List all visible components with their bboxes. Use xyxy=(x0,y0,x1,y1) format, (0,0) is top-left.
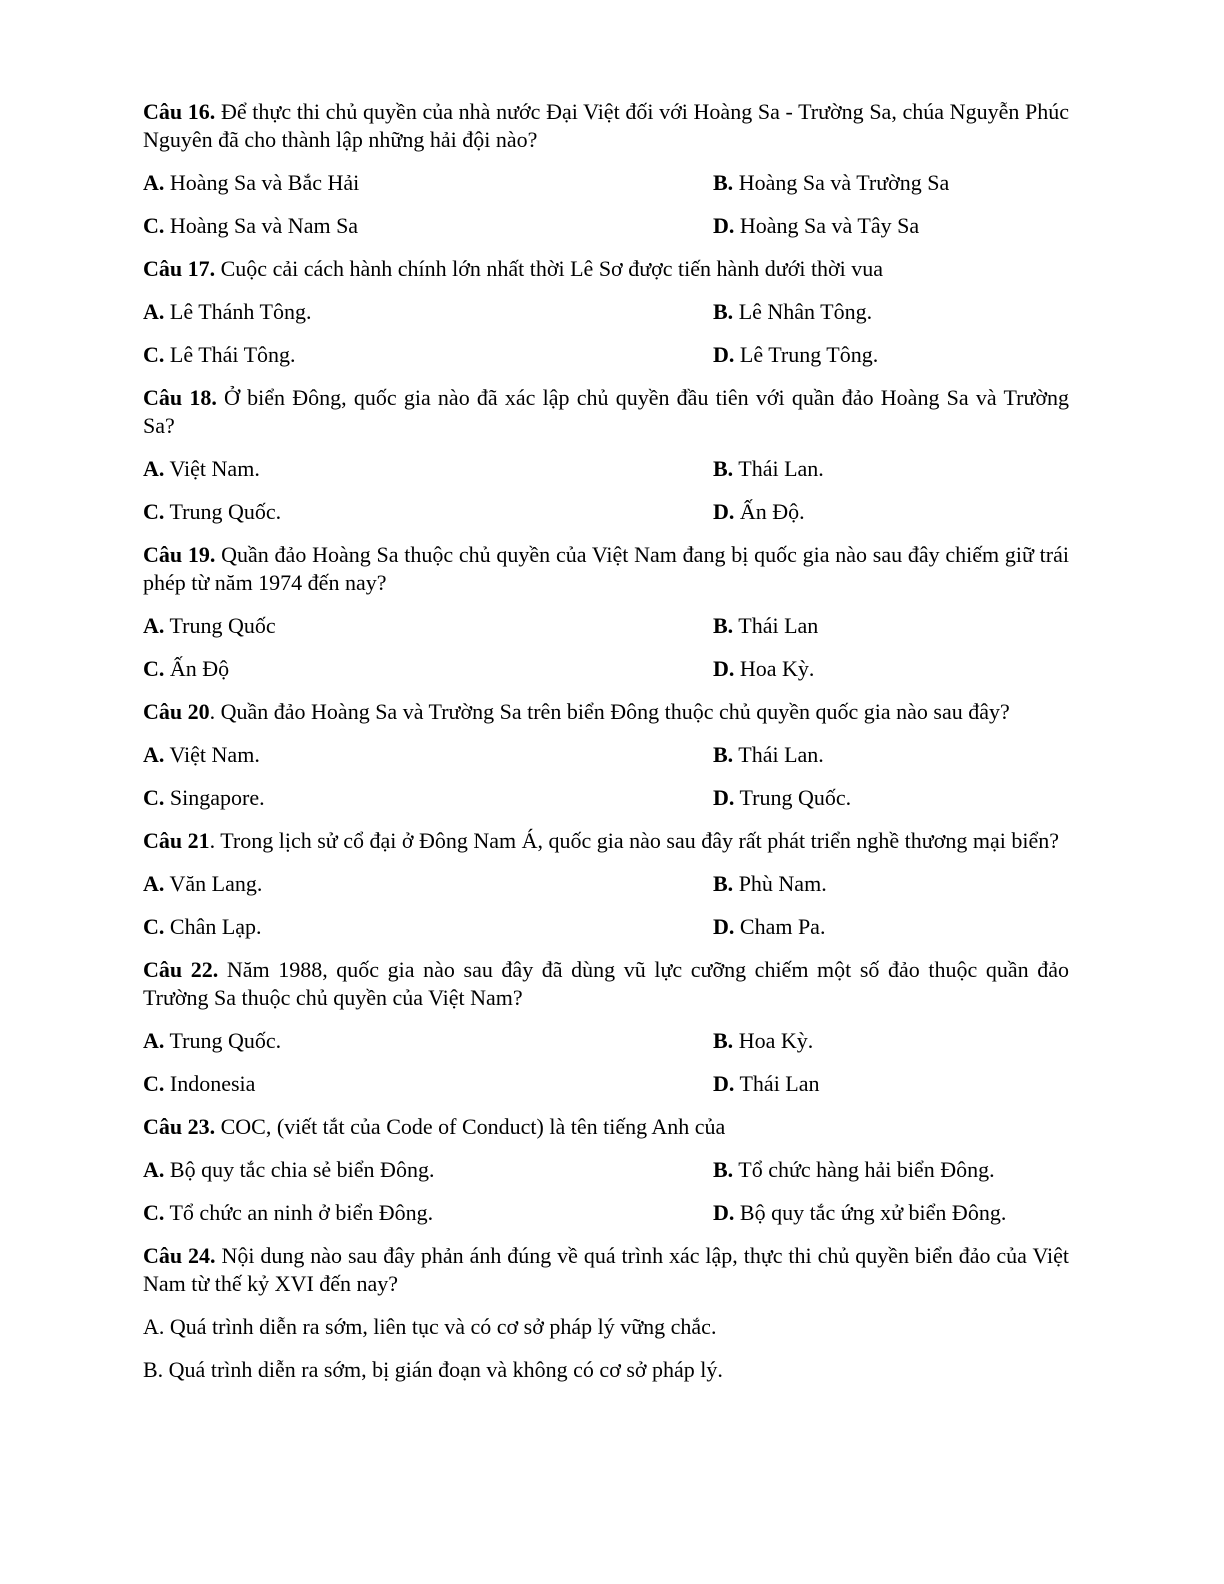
option-letter: A. xyxy=(143,742,165,767)
option-row xyxy=(143,1199,1069,1227)
question-stem xyxy=(143,956,1069,1012)
answer-option xyxy=(143,1027,713,1055)
option-row xyxy=(143,169,1069,197)
option-letter: C. xyxy=(143,785,165,810)
option-text: Văn Lang. xyxy=(164,871,263,896)
option-letter: B. xyxy=(713,299,734,324)
option-letter: C. xyxy=(143,499,165,524)
answer-option xyxy=(143,1156,713,1184)
option-row xyxy=(143,870,1069,898)
question-text: Cuộc cải cách hành chính lớn nhất thời Lê Sơ được tiến hành dưới thời vua xyxy=(215,256,884,281)
question-label: Câu 24. xyxy=(143,1243,216,1268)
answer-option xyxy=(143,913,713,941)
option-letter: B. xyxy=(713,170,734,195)
option-row xyxy=(143,612,1069,640)
document-body xyxy=(143,98,1069,1399)
answer-option xyxy=(143,298,713,326)
question-text: . Quần đảo Hoàng Sa và Trường Sa trên biển Đông thuộc chủ quyền quốc gia nào sau đây? xyxy=(209,699,1010,724)
question-label: Câu 22. xyxy=(143,957,219,982)
question-text: Ở biển Đông, quốc gia nào đã xác lập chủ quyền đầu tiên với quần đảo Hoàng Sa và Trường Sa? xyxy=(143,385,1070,438)
option-text: Bộ quy tắc chia sẻ biển Đông. xyxy=(164,1157,435,1182)
answer-option xyxy=(143,655,713,683)
option-text: Thái Lan. xyxy=(733,456,824,481)
option-letter: D. xyxy=(713,656,735,681)
answer-option xyxy=(713,498,1069,526)
option-letter: C. xyxy=(143,213,165,238)
option-letter: C. xyxy=(143,342,165,367)
question-text: Nội dung nào sau đây phản ánh đúng về quá trình xác lập, thực thi chủ quyền biển đảo của Việt Nam từ thế kỷ XVI đến nay? xyxy=(143,1243,1069,1296)
option-row xyxy=(143,741,1069,769)
question-label: Câu 20 xyxy=(143,699,210,724)
option-text: Tổ chức hàng hải biển Đông. xyxy=(733,1157,995,1182)
option-text: Phù Nam. xyxy=(733,871,827,896)
option-letter: B. xyxy=(713,1028,734,1053)
option-row xyxy=(143,913,1069,941)
option-letter: D. xyxy=(713,342,735,367)
option-row xyxy=(143,455,1069,483)
answer-option xyxy=(143,1070,713,1098)
option-letter: D. xyxy=(713,499,735,524)
option-letter: B. xyxy=(713,742,734,767)
option-text: Lê Thái Tông. xyxy=(164,342,296,367)
option-row xyxy=(143,298,1069,326)
option-text: Hoa Kỳ. xyxy=(733,1028,814,1053)
option-text: Hoa Kỳ. xyxy=(734,656,815,681)
option-letter: D. xyxy=(713,785,735,810)
answer-option xyxy=(713,784,1069,812)
option-text: Thái Lan xyxy=(734,1071,820,1096)
option-letter: D. xyxy=(713,213,735,238)
option-text: Hoàng Sa và Tây Sa xyxy=(734,213,920,238)
answer-option xyxy=(713,741,1069,769)
option-text: Hoàng Sa và Trường Sa xyxy=(733,170,950,195)
option-letter: C. xyxy=(143,1200,165,1225)
option-text: Việt Nam. xyxy=(164,456,260,481)
answer-option xyxy=(713,870,1069,898)
option-text: Tổ chức an ninh ở biển Đông. xyxy=(164,1200,434,1225)
option-text: Indonesia xyxy=(164,1071,256,1096)
answer-option xyxy=(143,870,713,898)
option-text: Trung Quốc. xyxy=(164,499,282,524)
question-label: Câu 23. xyxy=(143,1114,216,1139)
answer-option xyxy=(713,1027,1069,1055)
answer-option-line: B. Quá trình diễn ra sớm, bị gián đoạn và không có cơ sở pháp lý. xyxy=(143,1357,723,1382)
option-row xyxy=(143,1156,1069,1184)
option-text: Việt Nam. xyxy=(164,742,260,767)
question-stem xyxy=(143,384,1069,440)
question-stem xyxy=(143,541,1069,597)
option-letter: D. xyxy=(713,1200,735,1225)
option-letter: C. xyxy=(143,1071,165,1096)
option-row xyxy=(143,498,1069,526)
question-stem xyxy=(143,1242,1069,1298)
question-label: Câu 16. xyxy=(143,99,216,124)
question-text: Quần đảo Hoàng Sa thuộc chủ quyền của Việt Nam đang bị quốc gia nào sau đây chiếm giữ trái phép từ năm 1974 đến nay? xyxy=(143,542,1069,595)
answer-option xyxy=(713,913,1069,941)
option-letter: C. xyxy=(143,914,165,939)
answer-option xyxy=(713,341,1069,369)
option-row xyxy=(143,1070,1069,1098)
option-text: Ấn Độ xyxy=(164,656,230,681)
question-text: Để thực thi chủ quyền của nhà nước Đại Việt đối với Hoàng Sa - Trường Sa, chúa Nguyễn Phúc Nguyên đã cho thành lập những hải đội nào? xyxy=(143,99,1070,152)
option-text: Hoàng Sa và Nam Sa xyxy=(164,213,359,238)
option-text: Thái Lan. xyxy=(733,742,824,767)
option-text: Trung Quốc xyxy=(164,613,276,638)
option-row xyxy=(143,341,1069,369)
question-label: Câu 19. xyxy=(143,542,216,567)
question-stem xyxy=(143,827,1069,855)
question-stem xyxy=(143,255,1069,283)
answer-option xyxy=(143,612,713,640)
question-label: Câu 21 xyxy=(143,828,210,853)
answer-option xyxy=(713,612,1069,640)
answer-option xyxy=(143,341,713,369)
answer-option xyxy=(713,1070,1069,1098)
answer-option xyxy=(713,1156,1069,1184)
answer-option xyxy=(713,169,1069,197)
question-stem xyxy=(143,698,1069,726)
option-text: Lê Trung Tông. xyxy=(734,342,879,367)
question-text: Năm 1988, quốc gia nào sau đây đã dùng vũ lực cưỡng chiếm một số đảo thuộc quần đảo Trường Sa thuộc chủ quyền của Việt Nam? xyxy=(143,957,1069,1010)
option-text: Trung Quốc. xyxy=(164,1028,282,1053)
option-letter: A. xyxy=(143,299,165,324)
option-text: Thái Lan xyxy=(733,613,819,638)
option-text: Ấn Độ. xyxy=(734,499,805,524)
question-stem xyxy=(143,98,1069,154)
option-letter: A. xyxy=(143,456,165,481)
question-text: . Trong lịch sử cổ đại ở Đông Nam Á, quốc gia nào sau đây rất phát triển nghề thương mại biển? xyxy=(209,828,1059,853)
option-letter: D. xyxy=(713,914,735,939)
option-letter: A. xyxy=(143,613,165,638)
option-row xyxy=(143,1027,1069,1055)
answer-option xyxy=(143,741,713,769)
option-letter: A. xyxy=(143,1157,165,1182)
answer-option xyxy=(713,212,1069,240)
question-stem xyxy=(143,1113,1069,1141)
option-letter: A. xyxy=(143,1028,165,1053)
option-letter: D. xyxy=(713,1071,735,1096)
option-text: Lê Thánh Tông. xyxy=(164,299,312,324)
option-row xyxy=(143,655,1069,683)
answer-option xyxy=(713,455,1069,483)
option-text: Hoàng Sa và Bắc Hải xyxy=(164,170,360,195)
option-letter: B. xyxy=(713,613,734,638)
option-text: Trung Quốc. xyxy=(734,785,852,810)
option-text: Bộ quy tắc ứng xử biển Đông. xyxy=(734,1200,1007,1225)
answer-option xyxy=(713,298,1069,326)
answer-option xyxy=(143,212,713,240)
option-letter: C. xyxy=(143,656,165,681)
question-label: Câu 17. xyxy=(143,256,216,281)
option-text: Singapore. xyxy=(164,785,265,810)
answer-option xyxy=(713,1199,1069,1227)
answer-option xyxy=(713,655,1069,683)
question-text: COC, (viết tắt của Code of Conduct) là tên tiếng Anh của xyxy=(215,1114,726,1139)
answer-option-line: A. Quá trình diễn ra sớm, liên tục và có cơ sở pháp lý vững chắc. xyxy=(143,1314,717,1339)
option-row xyxy=(143,212,1069,240)
answer-option xyxy=(143,498,713,526)
option-text: Chân Lạp. xyxy=(164,914,262,939)
option-text: Cham Pa. xyxy=(734,914,826,939)
option-letter: A. xyxy=(143,871,165,896)
answer-option xyxy=(143,455,713,483)
answer-option xyxy=(143,784,713,812)
option-text: Lê Nhân Tông. xyxy=(733,299,873,324)
option-row xyxy=(143,784,1069,812)
answer-option xyxy=(143,1199,713,1227)
option-letter: B. xyxy=(713,1157,734,1182)
answer-option xyxy=(143,169,713,197)
option-letter: B. xyxy=(713,456,734,481)
option-letter: A. xyxy=(143,170,165,195)
option-letter: B. xyxy=(713,871,734,896)
question-label: Câu 18. xyxy=(143,385,217,410)
